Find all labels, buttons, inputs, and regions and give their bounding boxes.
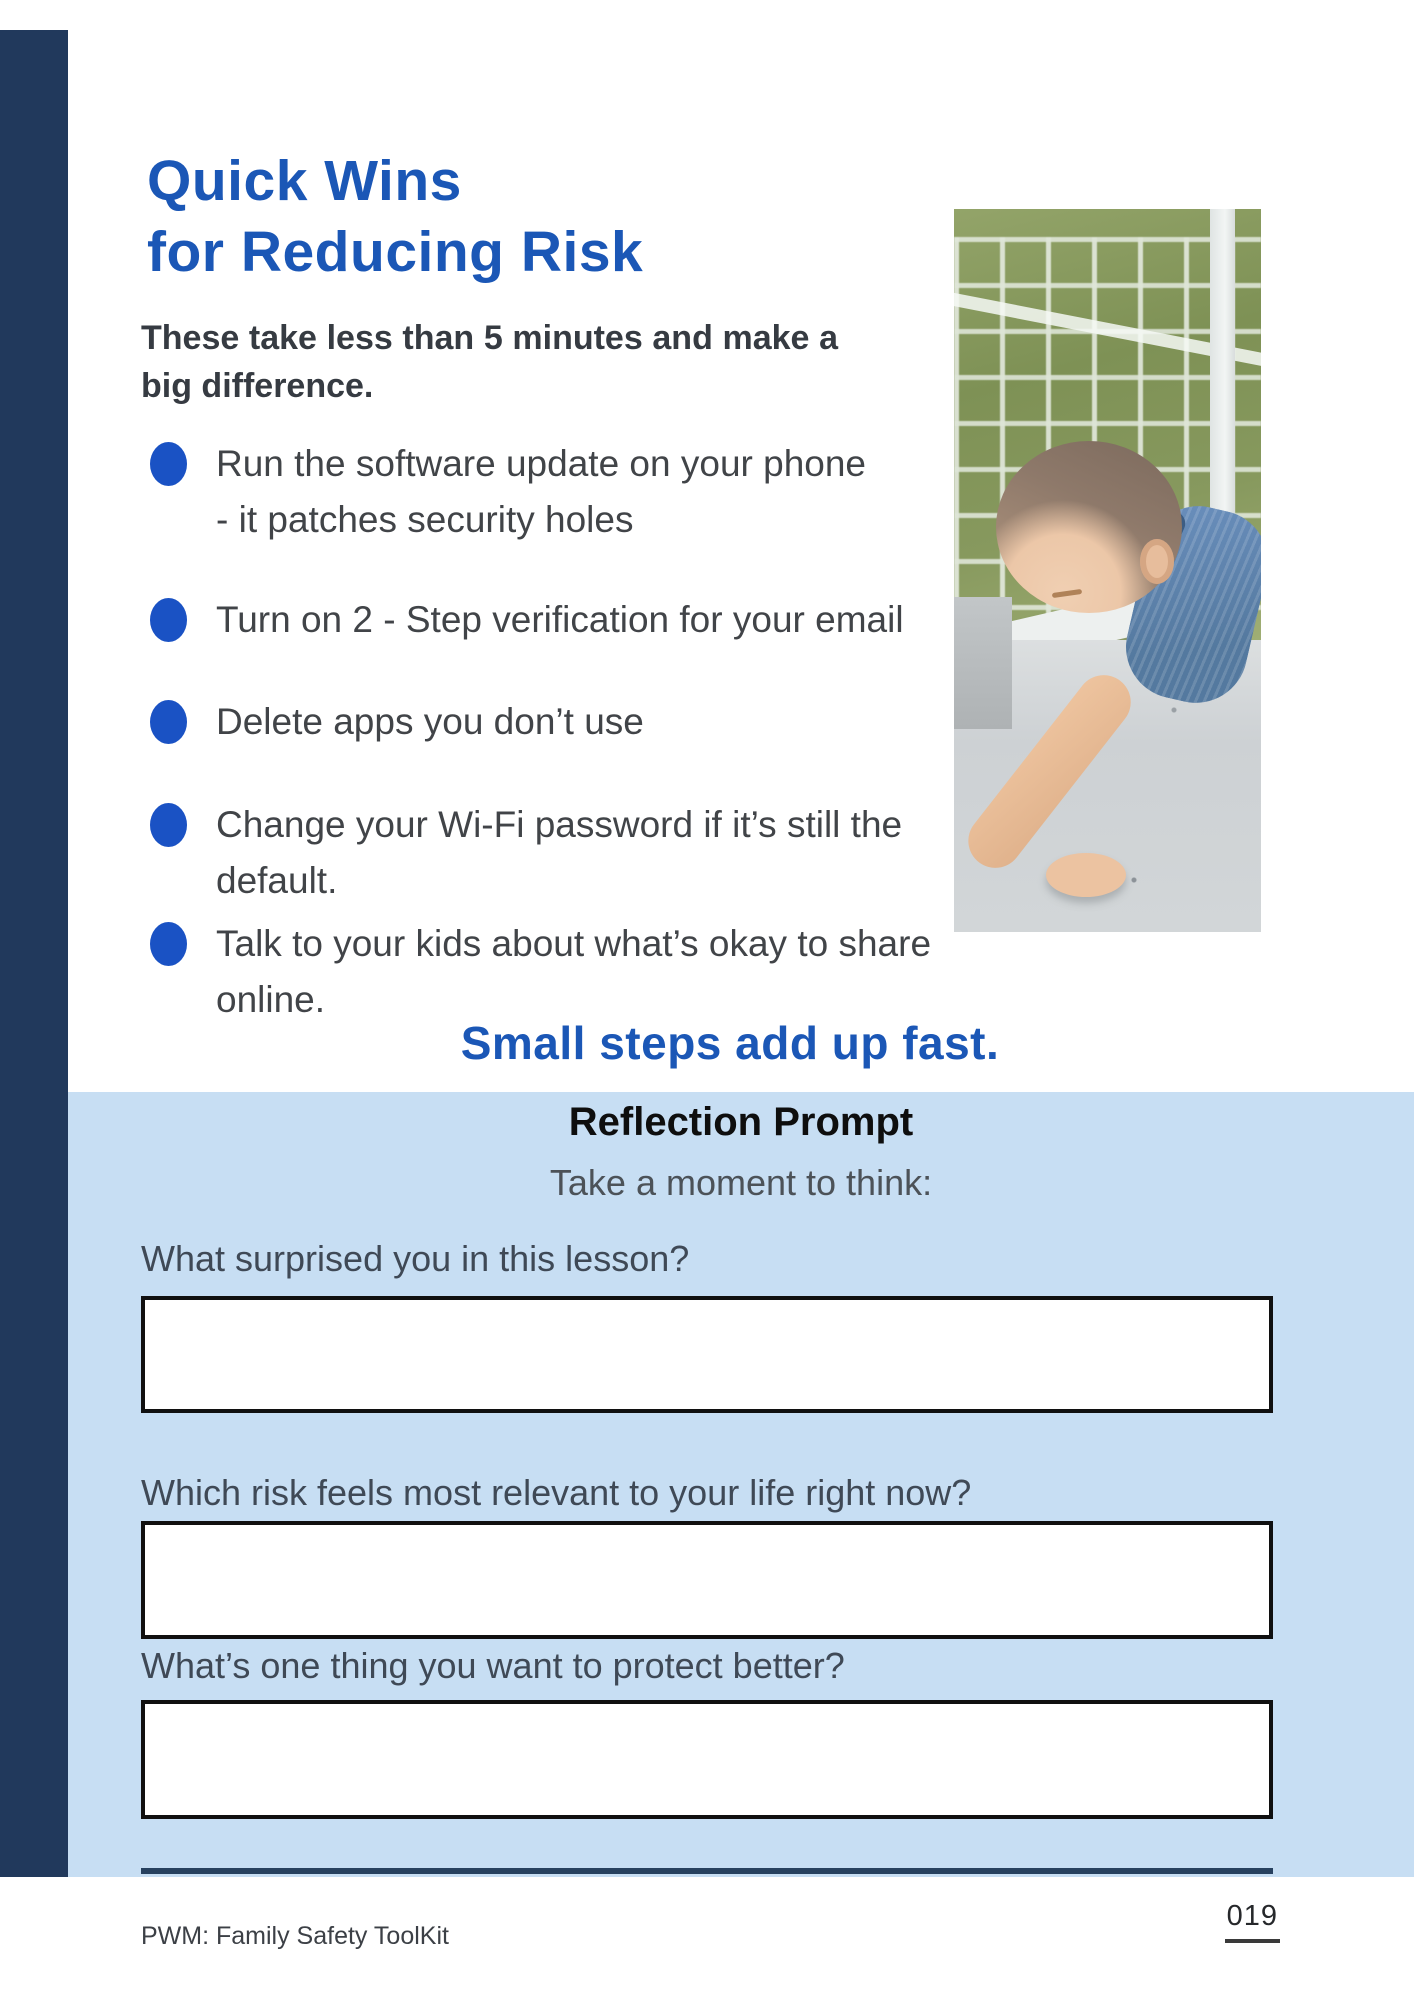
checklist-item xyxy=(150,592,1006,648)
bullet-dot-icon xyxy=(150,922,187,966)
checklist-item-line: - it patches security holes xyxy=(216,498,634,540)
answer-input-2[interactable] xyxy=(145,1525,1269,1635)
photo-curb xyxy=(954,597,1012,729)
checklist-item-line: Talk to your kids about what’s okay to share xyxy=(216,923,932,964)
answer-box-3 xyxy=(141,1700,1273,1819)
panel-bottom-rule xyxy=(141,1868,1273,1874)
bullet-dot-icon xyxy=(150,700,187,744)
photo-baby-head xyxy=(996,441,1182,613)
photo-baby-ear xyxy=(1140,539,1174,584)
page-title-line2: for Reducing Risk xyxy=(147,219,644,284)
checklist-item-text xyxy=(216,916,1006,1027)
reflection-heading: Reflection Prompt xyxy=(568,1100,914,1144)
answer-input-1[interactable] xyxy=(145,1300,1269,1409)
page-title xyxy=(147,146,847,287)
bullet-dot-icon xyxy=(150,803,187,847)
question-label-2: Which risk feels most relevant to your life right now? xyxy=(141,1472,972,1513)
page-number: 019 xyxy=(1225,1900,1280,1943)
closing-line: Small steps add up fast. xyxy=(460,1017,1000,1069)
checklist-item-text xyxy=(216,592,1006,648)
checklist-item-line: default. xyxy=(216,859,338,901)
question-label-3: What’s one thing you want to protect better? xyxy=(141,1645,845,1686)
page-title-line1: Quick Wins xyxy=(147,149,462,214)
reflection-subheading: Take a moment to think: xyxy=(549,1162,933,1203)
bullet-dot-icon xyxy=(150,598,187,642)
page-number-container xyxy=(1160,1900,1280,1943)
checklist-item-line: Delete apps you don’t use xyxy=(216,701,644,742)
checklist-item xyxy=(150,436,1006,547)
checklist-item-line: Run the software update on your phone xyxy=(216,443,867,484)
checklist-item-line: Change your Wi-Fi password if it’s still the xyxy=(216,804,903,845)
checklist-item xyxy=(150,797,1006,908)
page-subtitle: These take less than 5 minutes and make a big difference. xyxy=(141,319,838,406)
question-label-1: What surprised you in this lesson? xyxy=(141,1238,690,1279)
footer-brand: PWM: Family Safety ToolKit xyxy=(141,1922,449,1950)
answer-box-2 xyxy=(141,1521,1273,1639)
bullet-dot-icon xyxy=(150,442,187,486)
checklist-item-line: online. xyxy=(216,978,326,1020)
answer-box-1 xyxy=(141,1296,1273,1413)
checklist-item-text xyxy=(216,436,1006,547)
checklist-item-line: Turn on 2 - Step verification for your email xyxy=(216,599,904,640)
checklist-item xyxy=(150,694,1006,750)
checklist-item-text xyxy=(216,694,1006,750)
baby-crawling-photo xyxy=(954,209,1261,932)
photo-baby-hand xyxy=(1046,853,1126,897)
checklist-item xyxy=(150,916,1006,1027)
checklist-item-text xyxy=(216,797,1006,908)
answer-input-3[interactable] xyxy=(145,1704,1269,1815)
left-accent-bar xyxy=(0,30,68,1877)
